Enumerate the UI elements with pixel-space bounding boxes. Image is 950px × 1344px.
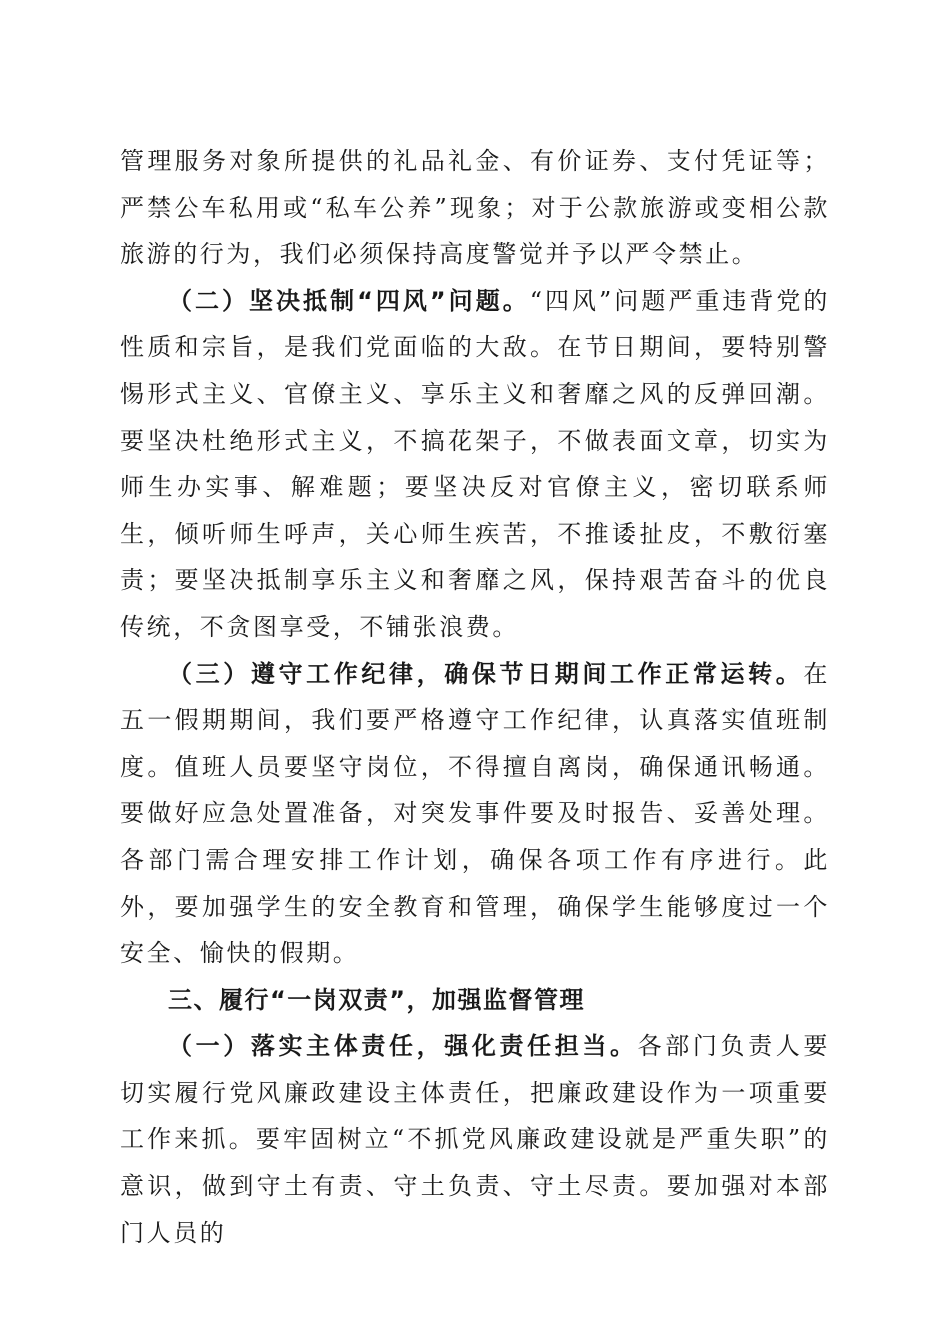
paragraph-continuation — [120, 138, 830, 278]
paragraph-text: 在五一假期期间，我们要严格遵守工作纪律，认真落实值班制度。值班人员要坚守岗位，不得擅自离岗，确保通讯畅通。要做好应急处置准备，对突发事件要及时报告、妥善处理。各部门需合理安排工作计划，确保各项工作有序进行。此外，要加强学生的安全教育和管理，确保学生能够度过一个安全、愉快的假期。 — [120, 659, 830, 968]
paragraph-text: 管理服务对象所提供的礼品礼金、有价证券、支付凭证等；严禁公车私用或“私车公养”现象；对于公款旅游或变相公款旅游的行为，我们必须保持高度警觉并予以严令禁止。 — [120, 147, 830, 269]
document-body — [120, 138, 830, 1256]
paragraph-text: 各部门负责人要切实履行党风廉政建设主体责任，把廉政建设作为一项重要工作来抓。要牢固树立“不抓党风廉政建设就是严重失职”的意识，做到守土有责、守土负责、守土尽责。要加强对本部门人员的 — [120, 1032, 830, 1247]
paragraph-four-winds — [120, 278, 830, 651]
paragraph-work-discipline — [120, 651, 830, 977]
section-heading: 三、履行“一岗双责”，加强监督管理 — [168, 985, 586, 1014]
subsection-title: （二）坚决抵制“四风”问题。 — [168, 286, 530, 315]
paragraph-main-responsibility — [120, 1023, 830, 1256]
paragraph-text: “四风”问题严重违背党的性质和宗旨，是我们党面临的大敌。在节日期间，要特别警惕形式主义、官僚主义、享乐主义和奢靡之风的反弹回潮。要坚决杜绝形式主义，不搞花架子，不做表面文章，切实为师生办实事、解难题；要坚决反对官僚主义，密切联系师生，倾听师生呼声，关心师生疾苦，不推诿扯皮，不敷衍塞责；要坚决抵制享乐主义和奢靡之风，保持艰苦奋斗的优良传统，不贪图享受，不铺张浪费。 — [120, 286, 830, 641]
subsection-title: （一）落实主体责任，强化责任担当。 — [168, 1032, 638, 1061]
subsection-title: （三）遵守工作纪律，确保节日期间工作正常运转。 — [168, 659, 804, 688]
